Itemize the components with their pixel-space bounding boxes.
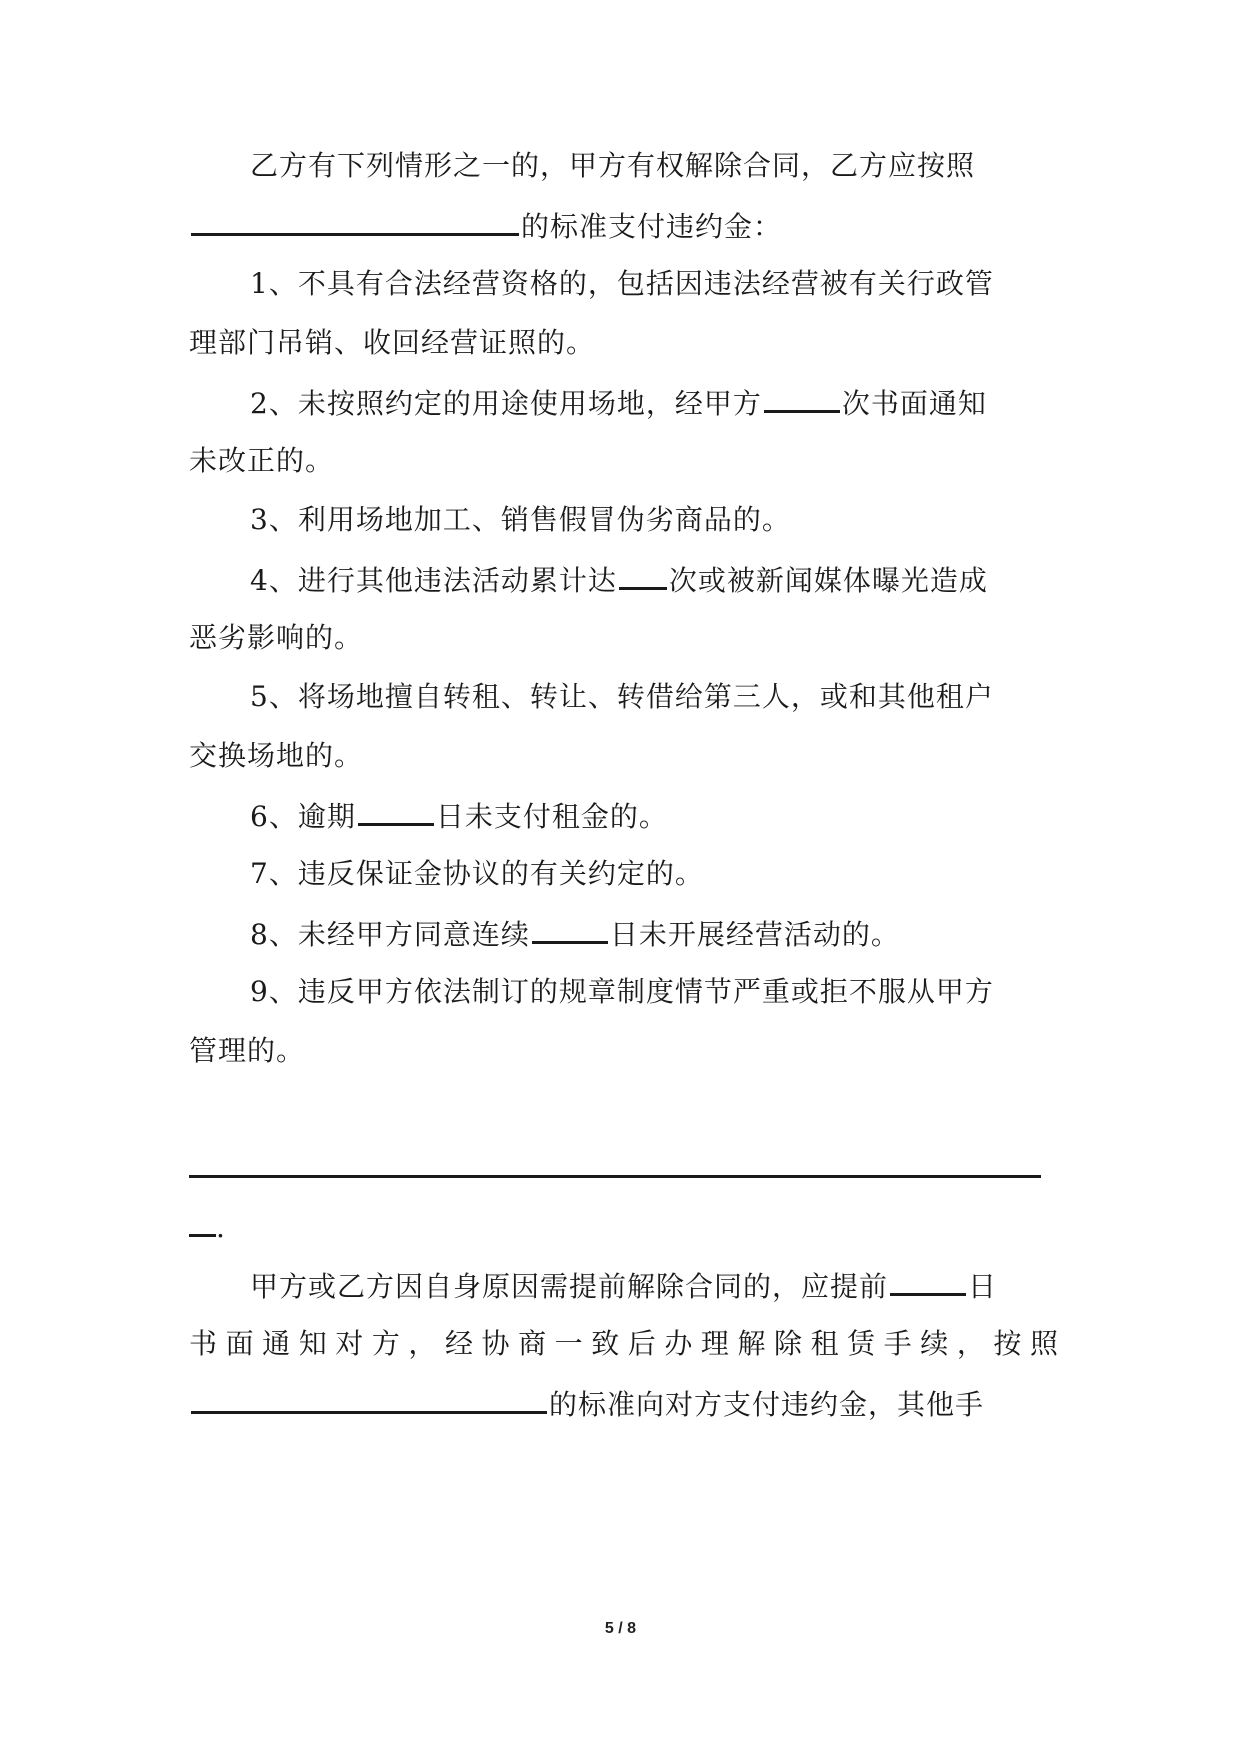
list-item-text: 6、逾期 [250, 800, 356, 833]
list-item-continuation [189, 738, 1059, 774]
fill-in-blank [890, 1267, 966, 1296]
page-number: 5 / 8 [604, 1620, 637, 1637]
fill-in-blank [189, 1208, 216, 1237]
list-item [250, 915, 1059, 953]
paragraph-line [189, 1385, 1059, 1423]
fill-in-blank [191, 207, 519, 236]
list-item-text: 8、未经甲方同意连续 [250, 918, 530, 951]
list-item-text: 9、违反甲方依法制订的规章制度情节严重或拒不服从甲方 [250, 975, 994, 1008]
fill-in-blank [764, 384, 840, 413]
paragraph-line [189, 1326, 1059, 1362]
list-item-text: 管理的。 [189, 1034, 306, 1067]
list-item-text: 5、将场地擅自转租、转让、转借给第三人，或和其他租户 [250, 680, 994, 713]
fill-in-blank [191, 1385, 547, 1414]
list-item-text: 1、不具有合法经营资格的，包括因违法经营被有关行政管 [250, 267, 994, 300]
blank-line-end: . [216, 1211, 226, 1244]
fill-in-blank-line [189, 1149, 1059, 1187]
list-item-text: 次或被新闻媒体曝光造成 [668, 564, 988, 597]
paragraph-text: 日 [968, 1270, 998, 1303]
fill-in-blank [189, 1149, 1041, 1178]
list-item [250, 856, 1059, 892]
list-item-text: 日未开展经营活动的。 [609, 918, 900, 951]
list-item-text: 7、违反保证金协议的有关约定的。 [250, 857, 704, 890]
list-item-continuation [189, 443, 1059, 479]
list-item-text: 交换场地的。 [189, 739, 364, 772]
paragraph-text: 的标准支付违约金： [521, 210, 783, 243]
list-item-text: 日未支付租金的。 [435, 800, 668, 833]
list-item [250, 502, 1059, 538]
fill-in-blank [532, 915, 608, 944]
list-item-text: 2、未按照约定的用途使用场地，经甲方 [250, 387, 762, 420]
paragraph-text: 的标准向对方支付违约金，其他手 [549, 1388, 985, 1421]
paragraph-line [189, 207, 1059, 245]
list-item-text: 3、利用场地加工、销售假冒伪劣商品的。 [250, 503, 791, 536]
list-item-continuation [189, 620, 1059, 656]
paragraph-line [250, 148, 1059, 184]
list-item-text: 恶劣影响的。 [189, 621, 364, 654]
list-item [250, 384, 1059, 422]
list-item-continuation [189, 325, 1059, 361]
list-item [250, 561, 1059, 599]
paragraph-text: 乙方有下列情形之一的，甲方有权解除合同，乙方应按照 [250, 149, 976, 182]
list-item-text: 理部门吊销、收回经营证照的。 [189, 326, 596, 359]
paragraph-text: 甲方或乙方因自身原因需提前解除合同的，应提前 [250, 1270, 889, 1303]
fill-in-blank [619, 561, 667, 590]
list-item-continuation [189, 1033, 1059, 1069]
list-item-text: 未改正的。 [189, 444, 335, 477]
paragraph-line [250, 1267, 1059, 1305]
list-item-text: 次书面通知 [841, 387, 987, 420]
list-item [250, 266, 1059, 302]
paragraph-text: 书面通知对方，经协商一致后办理解除租赁手续，按照 [189, 1327, 1059, 1360]
fill-in-blank [358, 797, 434, 826]
fill-in-blank-line [189, 1208, 1059, 1246]
list-item [250, 797, 1059, 835]
list-item [250, 679, 1059, 715]
list-item [250, 974, 1059, 1010]
list-item-text: 4、进行其他违法活动累计达 [250, 564, 617, 597]
